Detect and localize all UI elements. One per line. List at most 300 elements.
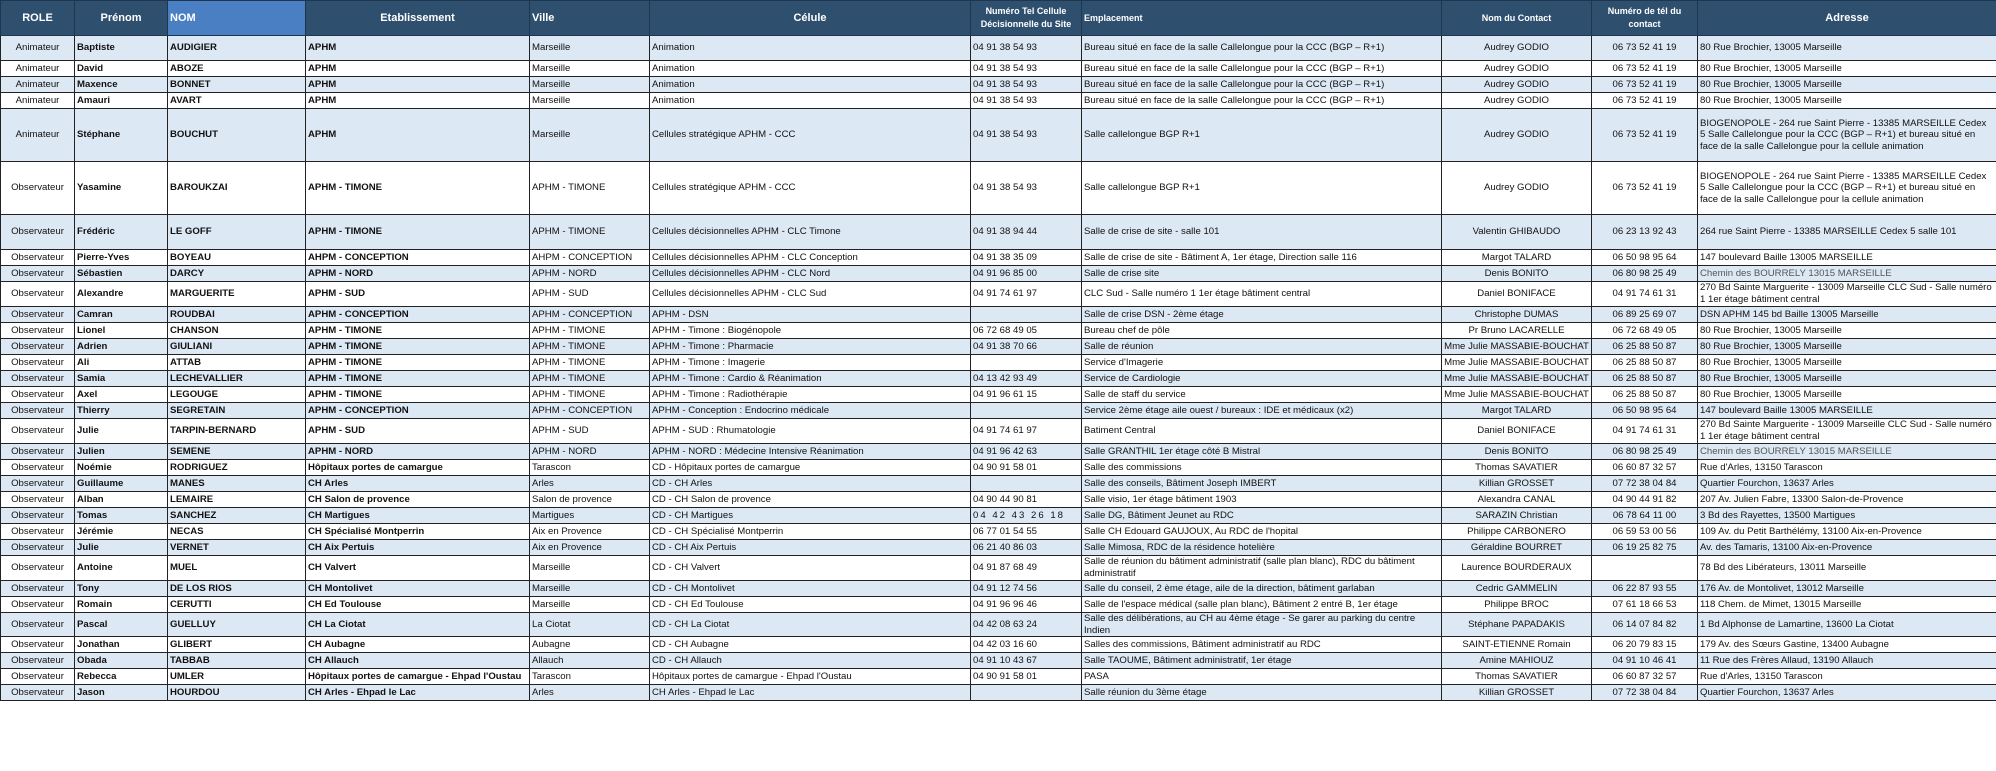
tel-cellule-cell[interactable]: 04 91 38 35 09 [971,250,1082,266]
ville-cell[interactable]: APHM - CONCEPTION [530,403,650,419]
contact-tel-cell[interactable]: 06 73 52 41 19 [1592,109,1698,162]
adresse-cell[interactable]: Quartier Fourchon, 13637 Arles [1698,476,1996,492]
etablissement-cell[interactable]: CH Valvert [306,556,530,581]
nom-cell[interactable]: CHANSON [168,323,306,339]
cellule-cell[interactable]: CD - CH Salon de provence [650,492,971,508]
ville-cell[interactable]: Aix en Provence [530,524,650,540]
ville-cell[interactable]: Salon de provence [530,492,650,508]
nom-cell[interactable]: DE LOS RIOS [168,581,306,597]
col-header-emplacement[interactable]: Emplacement [1082,1,1442,36]
contact-name-cell[interactable]: Valentin GHIBAUDO [1442,215,1592,250]
ville-cell[interactable]: Marseille [530,77,650,93]
ville-cell[interactable]: Aix en Provence [530,540,650,556]
role-cell[interactable]: Animateur [1,93,75,109]
etablissement-cell[interactable]: APHM [306,109,530,162]
tel-cellule-cell[interactable]: 04 42 08 63 24 [971,613,1082,637]
adresse-cell[interactable]: BIOGENOPOLE - 264 rue Saint Pierre - 13385 MARSEILLE Cedex 5 Salle Callelongue pour la CCC (BGP – R+1) et bureau situé en face de la salle Callelongue pour la cellule animation [1698,109,1996,162]
prenom-cell[interactable]: Jonathan [75,637,168,653]
col-header-role[interactable]: ROLE [1,1,75,36]
col-header-numero-tel[interactable]: Numéro Tel Cellule Décisionnelle du Site [971,1,1082,36]
col-header-adresse[interactable]: Adresse [1698,1,1996,36]
cellule-cell[interactable]: CD - CH Spécialisé Montperrin [650,524,971,540]
prenom-cell[interactable]: Lionel [75,323,168,339]
contact-name-cell[interactable]: Audrey GODIO [1442,109,1592,162]
adresse-cell[interactable]: Chemin des BOURRELY 13015 MARSEILLE [1698,444,1996,460]
emplacement-cell[interactable]: Salle de l'espace médical (salle plan blanc), Bâtiment 2 entré B, 1er étage [1082,597,1442,613]
etablissement-cell[interactable]: APHM - TIMONE [306,387,530,403]
role-cell[interactable]: Observateur [1,653,75,669]
tel-cellule-cell[interactable]: 06 72 68 49 05 [971,323,1082,339]
emplacement-cell[interactable]: Salle visio, 1er étage bâtiment 1903 [1082,492,1442,508]
prenom-cell[interactable]: Frédéric [75,215,168,250]
cellule-cell[interactable]: Animation [650,93,971,109]
adresse-cell[interactable]: 80 Rue Brochier, 13005 Marseille [1698,61,1996,77]
role-cell[interactable]: Observateur [1,339,75,355]
cellule-cell[interactable]: CD - CH Ed Toulouse [650,597,971,613]
prenom-cell[interactable]: Amauri [75,93,168,109]
role-cell[interactable]: Observateur [1,597,75,613]
emplacement-cell[interactable]: Salle callelongue BGP R+1 [1082,109,1442,162]
cellule-cell[interactable]: APHM - NORD : Médecine Intensive Réanimation [650,444,971,460]
nom-cell[interactable]: LE GOFF [168,215,306,250]
ville-cell[interactable]: Marseille [530,597,650,613]
cellule-cell[interactable]: Cellules stratégique APHM - CCC [650,109,971,162]
prenom-cell[interactable]: Antoine [75,556,168,581]
tel-cellule-cell[interactable]: 04 91 87 68 49 [971,556,1082,581]
prenom-cell[interactable]: Thierry [75,403,168,419]
contact-tel-cell[interactable]: 06 89 25 69 07 [1592,307,1698,323]
contact-tel-cell[interactable]: 06 73 52 41 19 [1592,36,1698,61]
contact-name-cell[interactable]: Mme Julie MASSABIE-BOUCHAT [1442,371,1592,387]
prenom-cell[interactable]: Alban [75,492,168,508]
prenom-cell[interactable]: Camran [75,307,168,323]
cellule-cell[interactable]: APHM - SUD : Rhumatologie [650,419,971,444]
nom-cell[interactable]: LEMAIRE [168,492,306,508]
contact-tel-cell[interactable]: 06 20 79 83 15 [1592,637,1698,653]
etablissement-cell[interactable]: APHM - SUD [306,282,530,307]
emplacement-cell[interactable]: Salle CH Edouard GAUJOUX, Au RDC de l'hopital [1082,524,1442,540]
contact-tel-cell[interactable]: 06 23 13 92 43 [1592,215,1698,250]
etablissement-cell[interactable]: CH Aix Pertuis [306,540,530,556]
cellule-cell[interactable]: Cellules stratégique APHM - CCC [650,162,971,215]
cellule-cell[interactable]: CD - Hôpitaux portes de camargue [650,460,971,476]
role-cell[interactable]: Observateur [1,444,75,460]
emplacement-cell[interactable]: Service de Cardiologie [1082,371,1442,387]
adresse-cell[interactable]: 3 Bd des Rayettes, 13500 Martigues [1698,508,1996,524]
contact-tel-cell[interactable]: 06 22 87 93 55 [1592,581,1698,597]
tel-cellule-cell[interactable]: 04 91 38 54 93 [971,93,1082,109]
etablissement-cell[interactable]: CH Salon de provence [306,492,530,508]
role-cell[interactable]: Observateur [1,419,75,444]
cellule-cell[interactable]: Animation [650,77,971,93]
nom-cell[interactable]: BAROUKZAI [168,162,306,215]
emplacement-cell[interactable]: Salle DG, Bâtiment Jeunet au RDC [1082,508,1442,524]
nom-cell[interactable]: MANES [168,476,306,492]
nom-cell[interactable]: RODRIGUEZ [168,460,306,476]
emplacement-cell[interactable]: Salle du conseil, 2 ème étage, aile de la direction, bâtiment garlaban [1082,581,1442,597]
tel-cellule-cell[interactable]: 04 91 38 54 93 [971,77,1082,93]
emplacement-cell[interactable]: Bureau situé en face de la salle Callelongue pour la CCC (BGP – R+1) [1082,77,1442,93]
contact-name-cell[interactable]: Audrey GODIO [1442,36,1592,61]
emplacement-cell[interactable]: Salle de crise site [1082,266,1442,282]
contact-tel-cell[interactable]: 06 14 07 84 82 [1592,613,1698,637]
cellule-cell[interactable]: Animation [650,36,971,61]
tel-cellule-cell[interactable]: 06 77 01 54 55 [971,524,1082,540]
ville-cell[interactable]: APHM - TIMONE [530,355,650,371]
contact-name-cell[interactable]: Thomas SAVATIER [1442,669,1592,685]
etablissement-cell[interactable]: Hôpitaux portes de camargue - Ehpad l'Oustau [306,669,530,685]
col-header-tel-contact[interactable]: Numéro de tél du contact [1592,1,1698,36]
contact-name-cell[interactable]: Amine MAHIOUZ [1442,653,1592,669]
prenom-cell[interactable]: Baptiste [75,36,168,61]
contact-name-cell[interactable]: Killian GROSSET [1442,476,1592,492]
ville-cell[interactable]: APHM - TIMONE [530,339,650,355]
contact-tel-cell[interactable]: 06 80 98 25 49 [1592,444,1698,460]
etablissement-cell[interactable]: APHM - TIMONE [306,339,530,355]
tel-cellule-cell[interactable]: 04 90 91 58 01 [971,669,1082,685]
prenom-cell[interactable]: Rebecca [75,669,168,685]
cellule-cell[interactable]: APHM - Timone : Cardio & Réanimation [650,371,971,387]
nom-cell[interactable]: ATTAB [168,355,306,371]
nom-cell[interactable]: UMLER [168,669,306,685]
emplacement-cell[interactable]: Salle des délibérations, au CH au 4ème étage - Se garer au parking du centre Indien [1082,613,1442,637]
nom-cell[interactable]: GLIBERT [168,637,306,653]
cellule-cell[interactable]: Cellules décisionnelles APHM - CLC Sud [650,282,971,307]
prenom-cell[interactable]: Adrien [75,339,168,355]
role-cell[interactable]: Observateur [1,162,75,215]
contact-name-cell[interactable]: Pr Bruno LACARELLE [1442,323,1592,339]
emplacement-cell[interactable]: Salle callelongue BGP R+1 [1082,162,1442,215]
etablissement-cell[interactable]: CH Aubagne [306,637,530,653]
etablissement-cell[interactable]: CH Ed Toulouse [306,597,530,613]
nom-cell[interactable]: SEGRETAIN [168,403,306,419]
adresse-cell[interactable]: 80 Rue Brochier, 13005 Marseille [1698,36,1996,61]
nom-cell[interactable]: BONNET [168,77,306,93]
ville-cell[interactable]: Marseille [530,61,650,77]
tel-cellule-cell[interactable]: 04 91 38 54 93 [971,61,1082,77]
cellule-cell[interactable]: Cellules décisionnelles APHM - CLC Nord [650,266,971,282]
role-cell[interactable]: Observateur [1,355,75,371]
ville-cell[interactable]: APHM - TIMONE [530,162,650,215]
cellule-cell[interactable]: CD - CH Martigues [650,508,971,524]
emplacement-cell[interactable]: Salle de réunion du bâtiment administratif (salle plan blanc), RDC du bâtiment administratif [1082,556,1442,581]
tel-cellule-cell[interactable]: 04 91 96 61 15 [971,387,1082,403]
emplacement-cell[interactable]: Bureau situé en face de la salle Callelongue pour la CCC (BGP – R+1) [1082,36,1442,61]
role-cell[interactable]: Observateur [1,669,75,685]
emplacement-cell[interactable]: Salles des commissions, Bâtiment administratif au RDC [1082,637,1442,653]
etablissement-cell[interactable]: APHM [306,77,530,93]
role-cell[interactable]: Observateur [1,685,75,701]
cellule-cell[interactable]: APHM - DSN [650,307,971,323]
contact-tel-cell[interactable]: 06 25 88 50 87 [1592,387,1698,403]
contact-tel-cell[interactable]: 07 72 38 04 84 [1592,685,1698,701]
contact-tel-cell[interactable]: 04 91 74 61 31 [1592,282,1698,307]
adresse-cell[interactable]: 80 Rue Brochier, 13005 Marseille [1698,77,1996,93]
emplacement-cell[interactable]: Salle Mimosa, RDC de la résidence hotelière [1082,540,1442,556]
contact-name-cell[interactable]: SAINT-ETIENNE Romain [1442,637,1592,653]
contact-tel-cell[interactable]: 06 73 52 41 19 [1592,77,1698,93]
etablissement-cell[interactable]: CH Martigues [306,508,530,524]
contact-name-cell[interactable]: Audrey GODIO [1442,77,1592,93]
emplacement-cell[interactable]: Salle de réunion [1082,339,1442,355]
adresse-cell[interactable]: 118 Chem. de Mimet, 13015 Marseille [1698,597,1996,613]
contact-tel-cell[interactable]: 06 73 52 41 19 [1592,162,1698,215]
tel-cellule-cell[interactable] [971,685,1082,701]
nom-cell[interactable]: AVART [168,93,306,109]
contact-name-cell[interactable]: SARAZIN Christian [1442,508,1592,524]
prenom-cell[interactable]: Alexandre [75,282,168,307]
emplacement-cell[interactable]: Salle de crise de site - salle 101 [1082,215,1442,250]
nom-cell[interactable]: HOURDOU [168,685,306,701]
cellule-cell[interactable]: Cellules décisionnelles APHM - CLC Timone [650,215,971,250]
role-cell[interactable]: Observateur [1,581,75,597]
cellule-cell[interactable]: CD - CH Valvert [650,556,971,581]
emplacement-cell[interactable]: Salle de staff du service [1082,387,1442,403]
tel-cellule-cell[interactable]: 04 91 10 43 67 [971,653,1082,669]
etablissement-cell[interactable]: APHM - TIMONE [306,215,530,250]
contact-tel-cell[interactable]: 06 73 52 41 19 [1592,93,1698,109]
nom-cell[interactable]: AUDIGIER [168,36,306,61]
tel-cellule-cell[interactable]: 04 91 74 61 97 [971,282,1082,307]
adresse-cell[interactable]: 264 rue Saint Pierre - 13385 MARSEILLE Cedex 5 salle 101 [1698,215,1996,250]
role-cell[interactable]: Animateur [1,36,75,61]
contact-name-cell[interactable]: Denis BONITO [1442,444,1592,460]
cellule-cell[interactable]: APHM - Timone : Biogénopole [650,323,971,339]
emplacement-cell[interactable]: Salle TAOUME, Bâtiment administratif, 1er étage [1082,653,1442,669]
adresse-cell[interactable]: Chemin des BOURRELY 13015 MARSEILLE [1698,266,1996,282]
col-header-contact[interactable]: Nom du Contact [1442,1,1592,36]
emplacement-cell[interactable]: Salle des commissions [1082,460,1442,476]
role-cell[interactable]: Observateur [1,403,75,419]
nom-cell[interactable]: BOUCHUT [168,109,306,162]
role-cell[interactable]: Observateur [1,387,75,403]
contact-tel-cell[interactable]: 07 61 18 66 53 [1592,597,1698,613]
contact-name-cell[interactable]: Christophe DUMAS [1442,307,1592,323]
contact-name-cell[interactable]: Audrey GODIO [1442,61,1592,77]
etablissement-cell[interactable]: Hôpitaux portes de camargue [306,460,530,476]
ville-cell[interactable]: APHM - TIMONE [530,387,650,403]
etablissement-cell[interactable]: CH La Ciotat [306,613,530,637]
cellule-cell[interactable]: Animation [650,61,971,77]
cellule-cell[interactable]: APHM - Timone : Pharmacie [650,339,971,355]
contact-name-cell[interactable]: Margot TALARD [1442,403,1592,419]
prenom-cell[interactable]: Pierre-Yves [75,250,168,266]
tel-cellule-cell[interactable]: 04 42 03 16 60 [971,637,1082,653]
role-cell[interactable]: Observateur [1,492,75,508]
contact-name-cell[interactable]: Mme Julie MASSABIE-BOUCHAT [1442,339,1592,355]
prenom-cell[interactable]: Noémie [75,460,168,476]
tel-cellule-cell[interactable]: 04 90 44 90 81 [971,492,1082,508]
prenom-cell[interactable]: Axel [75,387,168,403]
adresse-cell[interactable]: DSN APHM 145 bd Baille 13005 Marseille [1698,307,1996,323]
adresse-cell[interactable]: 80 Rue Brochier, 13005 Marseille [1698,323,1996,339]
contact-name-cell[interactable]: Denis BONITO [1442,266,1592,282]
adresse-cell[interactable]: 207 Av. Julien Fabre, 13300 Salon-de-Provence [1698,492,1996,508]
emplacement-cell[interactable]: Salle de crise DSN - 2ème étage [1082,307,1442,323]
nom-cell[interactable]: TARPIN-BERNARD [168,419,306,444]
ville-cell[interactable]: Tarascon [530,669,650,685]
contact-name-cell[interactable]: Cedric GAMMELIN [1442,581,1592,597]
role-cell[interactable]: Observateur [1,282,75,307]
role-cell[interactable]: Observateur [1,613,75,637]
prenom-cell[interactable]: Sébastien [75,266,168,282]
ville-cell[interactable]: Marseille [530,581,650,597]
adresse-cell[interactable]: 78 Bd des Libérateurs, 13011 Marseille [1698,556,1996,581]
etablissement-cell[interactable]: CH Spécialisé Montperrin [306,524,530,540]
role-cell[interactable]: Observateur [1,524,75,540]
col-header-nom[interactable]: NOM [168,1,306,36]
prenom-cell[interactable]: Ali [75,355,168,371]
contact-name-cell[interactable]: Daniel BONIFACE [1442,282,1592,307]
cellule-cell[interactable]: CD - CH Montolivet [650,581,971,597]
nom-cell[interactable]: GIULIANI [168,339,306,355]
contact-tel-cell[interactable]: 06 73 52 41 19 [1592,61,1698,77]
nom-cell[interactable]: DARCY [168,266,306,282]
adresse-cell[interactable]: 80 Rue Brochier, 13005 Marseille [1698,355,1996,371]
contact-name-cell[interactable]: Audrey GODIO [1442,93,1592,109]
role-cell[interactable]: Observateur [1,476,75,492]
adresse-cell[interactable]: 176 Av. de Montolivet, 13012 Marseille [1698,581,1996,597]
prenom-cell[interactable]: Maxence [75,77,168,93]
emplacement-cell[interactable]: Bureau chef de pôle [1082,323,1442,339]
cellule-cell[interactable]: CD - CH La Ciotat [650,613,971,637]
adresse-cell[interactable]: 80 Rue Brochier, 13005 Marseille [1698,387,1996,403]
emplacement-cell[interactable]: PASA [1082,669,1442,685]
prenom-cell[interactable]: Stéphane [75,109,168,162]
ville-cell[interactable]: Marseille [530,109,650,162]
prenom-cell[interactable]: Julien [75,444,168,460]
contact-tel-cell[interactable]: 06 72 68 49 05 [1592,323,1698,339]
tel-cellule-cell[interactable]: 04 91 96 42 63 [971,444,1082,460]
prenom-cell[interactable]: Romain [75,597,168,613]
etablissement-cell[interactable]: APHM - CONCEPTION [306,307,530,323]
tel-cellule-cell[interactable] [971,307,1082,323]
tel-cellule-cell[interactable]: 04 91 38 94 44 [971,215,1082,250]
etablissement-cell[interactable]: CH Arles [306,476,530,492]
prenom-cell[interactable]: Guillaume [75,476,168,492]
role-cell[interactable]: Observateur [1,460,75,476]
cellule-cell[interactable]: CD - CH Allauch [650,653,971,669]
adresse-cell[interactable]: 147 boulevard Baille 13005 MARSEILLE [1698,403,1996,419]
nom-cell[interactable]: ABOZE [168,61,306,77]
contact-tel-cell[interactable]: 04 91 74 61 31 [1592,419,1698,444]
etablissement-cell[interactable]: APHM [306,36,530,61]
role-cell[interactable]: Observateur [1,215,75,250]
emplacement-cell[interactable]: Bureau situé en face de la salle Callelongue pour la CCC (BGP – R+1) [1082,61,1442,77]
ville-cell[interactable]: Martigues [530,508,650,524]
contact-name-cell[interactable]: Margot TALARD [1442,250,1592,266]
etablissement-cell[interactable]: APHM - SUD [306,419,530,444]
role-cell[interactable]: Observateur [1,250,75,266]
ville-cell[interactable]: Marseille [530,36,650,61]
adresse-cell[interactable]: 270 Bd Sainte Marguerite - 13009 Marseille CLC Sud - Salle numéro 1 1er étage bâtiment central [1698,282,1996,307]
contact-name-cell[interactable]: Killian GROSSET [1442,685,1592,701]
adresse-cell[interactable]: BIOGENOPOLE - 264 rue Saint Pierre - 13385 MARSEILLE Cedex 5 Salle Callelongue pour la CCC (BGP – R+1) et bureau situé en face de la salle Callelongue pour la cellule animation [1698,162,1996,215]
contact-tel-cell[interactable]: 06 78 64 11 00 [1592,508,1698,524]
etablissement-cell[interactable]: APHM - CONCEPTION [306,403,530,419]
contact-name-cell[interactable]: Philippe CARBONERO [1442,524,1592,540]
emplacement-cell[interactable]: Service 2ème étage aile ouest / bureaux : IDE et médicaux (x2) [1082,403,1442,419]
adresse-cell[interactable]: 80 Rue Brochier, 13005 Marseille [1698,371,1996,387]
etablissement-cell[interactable]: CH Allauch [306,653,530,669]
adresse-cell[interactable]: Rue d'Arles, 13150 Tarascon [1698,460,1996,476]
contact-name-cell[interactable]: Alexandra CANAL [1442,492,1592,508]
nom-cell[interactable]: CERUTTI [168,597,306,613]
ville-cell[interactable]: Marseille [530,556,650,581]
etablissement-cell[interactable]: APHM [306,61,530,77]
ville-cell[interactable]: APHM - NORD [530,266,650,282]
adresse-cell[interactable]: Rue d'Arles, 13150 Tarascon [1698,669,1996,685]
nom-cell[interactable]: TABBAB [168,653,306,669]
col-header-cellule[interactable]: Célule [650,1,971,36]
etablissement-cell[interactable]: CH Montolivet [306,581,530,597]
role-cell[interactable]: Observateur [1,307,75,323]
role-cell[interactable]: Animateur [1,109,75,162]
role-cell[interactable]: Observateur [1,637,75,653]
emplacement-cell[interactable]: Bureau situé en face de la salle Callelongue pour la CCC (BGP – R+1) [1082,93,1442,109]
contact-tel-cell[interactable] [1592,556,1698,581]
ville-cell[interactable]: Allauch [530,653,650,669]
nom-cell[interactable]: MUEL [168,556,306,581]
prenom-cell[interactable]: Jason [75,685,168,701]
ville-cell[interactable]: La Ciotat [530,613,650,637]
role-cell[interactable]: Animateur [1,61,75,77]
role-cell[interactable]: Observateur [1,266,75,282]
contact-name-cell[interactable]: Thomas SAVATIER [1442,460,1592,476]
contact-tel-cell[interactable]: 06 19 25 82 75 [1592,540,1698,556]
contact-tel-cell[interactable]: 06 25 88 50 87 [1592,339,1698,355]
etablissement-cell[interactable]: APHM - TIMONE [306,355,530,371]
tel-cellule-cell[interactable]: 04 91 96 96 46 [971,597,1082,613]
cellule-cell[interactable]: APHM - Timone : Imagerie [650,355,971,371]
tel-cellule-cell[interactable]: 04 13 42 93 49 [971,371,1082,387]
adresse-cell[interactable]: 147 boulevard Baille 13005 MARSEILLE [1698,250,1996,266]
contact-name-cell[interactable]: Mme Julie MASSABIE-BOUCHAT [1442,355,1592,371]
ville-cell[interactable]: APHM - NORD [530,444,650,460]
tel-cellule-cell[interactable]: 06 21 40 86 03 [971,540,1082,556]
ville-cell[interactable]: APHM - TIMONE [530,323,650,339]
emplacement-cell[interactable]: Batiment Central [1082,419,1442,444]
prenom-cell[interactable]: Tony [75,581,168,597]
tel-cellule-cell[interactable] [971,476,1082,492]
ville-cell[interactable]: Marseille [530,93,650,109]
emplacement-cell[interactable]: Salle de crise de site - Bâtiment A, 1er étage, Direction salle 116 [1082,250,1442,266]
etablissement-cell[interactable]: AHPM - CONCEPTION [306,250,530,266]
adresse-cell[interactable]: 109 Av. du Petit Barthélémy, 13100 Aix-en-Provence [1698,524,1996,540]
emplacement-cell[interactable]: CLC Sud - Salle numéro 1 1er étage bâtiment central [1082,282,1442,307]
etablissement-cell[interactable]: APHM [306,93,530,109]
etablissement-cell[interactable]: APHM - TIMONE [306,162,530,215]
contact-name-cell[interactable]: Daniel BONIFACE [1442,419,1592,444]
nom-cell[interactable]: LECHEVALLIER [168,371,306,387]
ville-cell[interactable]: APHM - TIMONE [530,215,650,250]
emplacement-cell[interactable]: Salle GRANTHIL 1er étage côté B Mistral [1082,444,1442,460]
tel-cellule-cell[interactable] [971,355,1082,371]
ville-cell[interactable]: APHM - TIMONE [530,371,650,387]
adresse-cell[interactable]: 179 Av. des Sœurs Gastine, 13400 Aubagne [1698,637,1996,653]
nom-cell[interactable]: LEGOUGE [168,387,306,403]
role-cell[interactable]: Observateur [1,556,75,581]
contact-name-cell[interactable]: Mme Julie MASSABIE-BOUCHAT [1442,387,1592,403]
ville-cell[interactable]: Arles [530,476,650,492]
ville-cell[interactable]: Aubagne [530,637,650,653]
adresse-cell[interactable]: Av. des Tamaris, 13100 Aix-en-Provence [1698,540,1996,556]
etablissement-cell[interactable]: APHM - NORD [306,444,530,460]
prenom-cell[interactable]: Samia [75,371,168,387]
contact-name-cell[interactable]: Audrey GODIO [1442,162,1592,215]
contact-tel-cell[interactable]: 06 50 98 95 64 [1592,403,1698,419]
prenom-cell[interactable]: Jérémie [75,524,168,540]
